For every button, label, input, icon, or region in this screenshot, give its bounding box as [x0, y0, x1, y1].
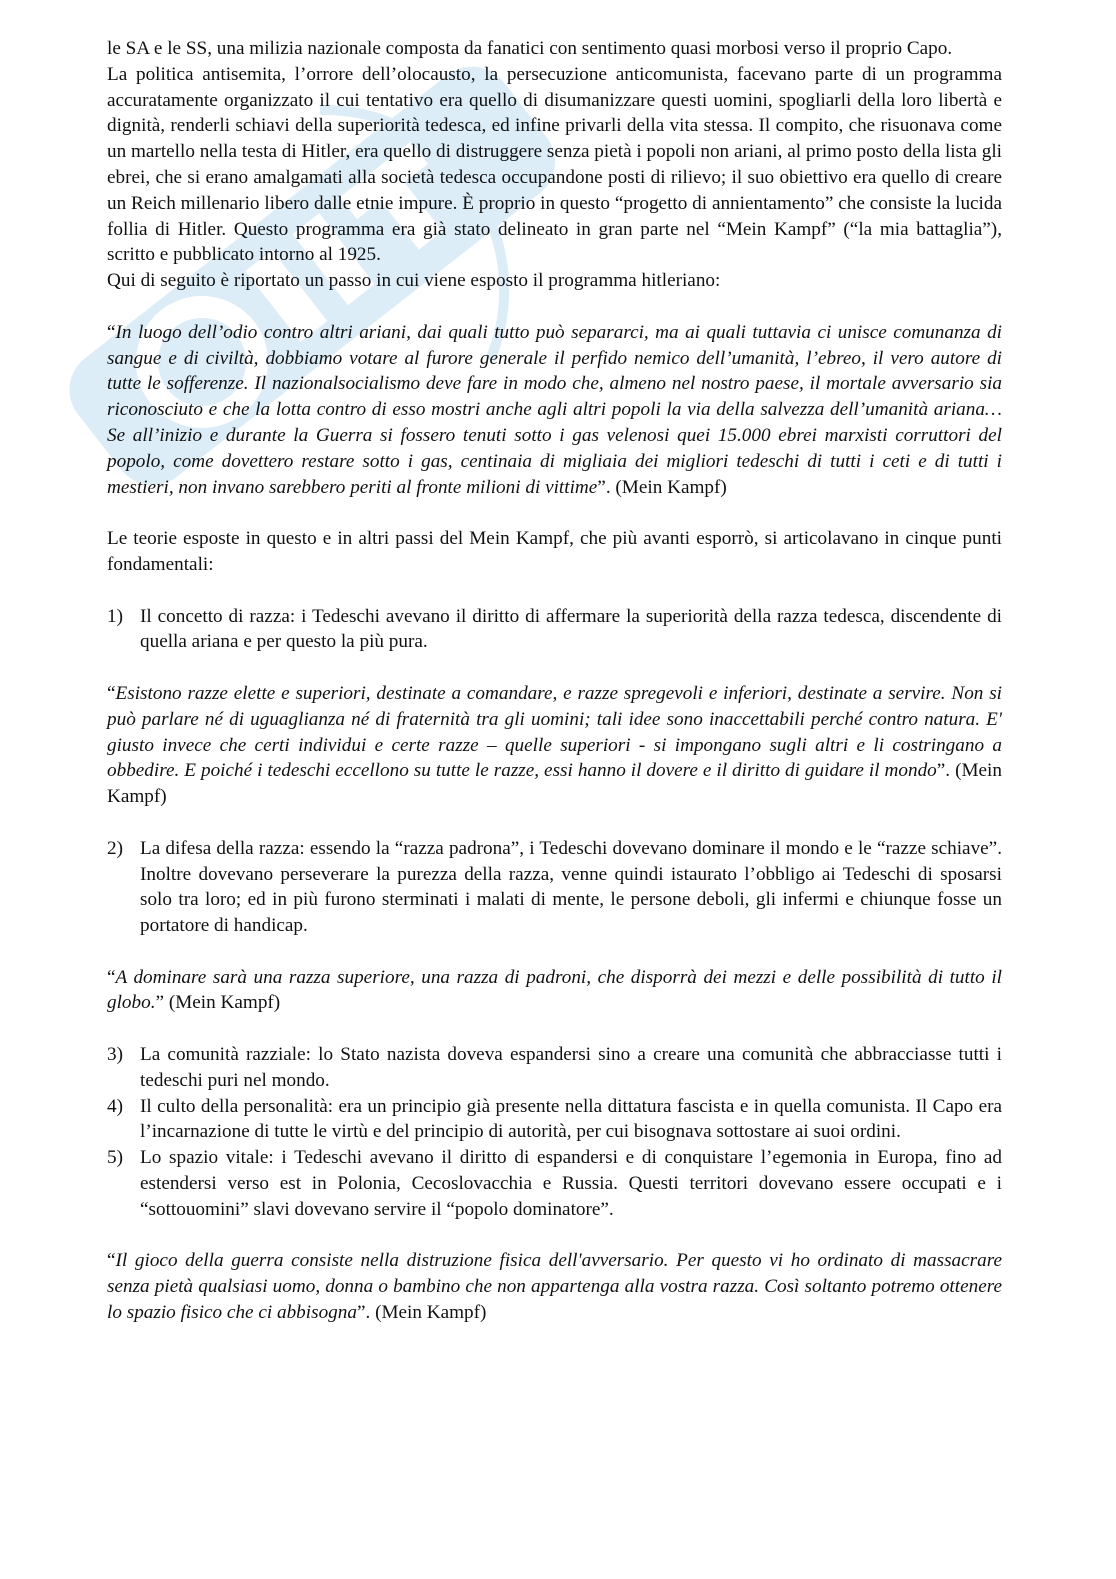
quote-open: “ — [107, 1250, 116, 1272]
quote-text: Il gioco della guerra consiste nella distruzione fisica dell'avversario. Per questo vi ho ordinato di massacrare senza pietà qualsiasi uomo, donna o bambino che non appartenga alla vostra razza. Così soltanto potremo ottenere lo spazio fisico che ci abbisogna — [107, 1250, 1002, 1324]
list-number: 5) — [107, 1147, 123, 1169]
list-number: 4) — [107, 1095, 123, 1117]
quote-text: In luogo dell’odio contro altri ariani, dai quali tutto può separarci, ma ai quali tuttavia ci unisce comunanza di sangue e di civiltà, dobbiamo votare al furore generale il perfido nemico dell’umanità, l’ebreo, il vero autore di tutte le sofferenze. Il nazionalsocialismo deve fare in modo che, almeno nel nostro paese, il mortale avversario sia riconosciuto e che la lotta contro di esso mostri anche agli altri popoli la via della salvezza dell’umanità ariana… Se all’inizio e durante la Guerra si fossero tenuti sotto i gas velenosi quei 15.000 ebrei marxisti corruttori del popolo, come dovettero restare sotto i gas, centinaia di migliaia dei migliori tedeschi di tutti i ceti e di tutti i mestieri, non invano sarebbero periti al fronte milioni di vittime — [107, 321, 1002, 498]
quote-block — [107, 965, 1002, 1017]
list-item-text: Il culto della personalità: era un principio già presente nella dittatura fascista e in quella comunista. Il Capo era l’incarnazione di tutte le virtù e del principio di autorità, per cui bisognava sottostare ai suoi ordini. — [140, 1095, 1002, 1143]
quote-citation: ”. (Mein Kampf) — [107, 760, 1002, 808]
list-item-text: La difesa della razza: essendo la “razza padrona”, i Tedeschi dovevano dominare il mondo e le “razze schiave”. Inoltre dovevano perseverare la purezza della razza, venne quindi istaurato l’obbligo ai Tedeschi di sposarsi solo tra loro; ed in più furono sterminati i malati di mente, le persone deboli, gli infermi e chiunque fosse un portatore di handicap. — [140, 837, 1002, 937]
body-paragraph: Le teorie esposte in questo e in altri passi del Mein Kampf, che più avanti esporrò, si articolavano in cinque punti fondamentali: — [107, 528, 1002, 575]
list-item — [107, 836, 1002, 939]
quote-citation: ” (Mein Kampf) — [155, 992, 281, 1014]
spacer — [107, 500, 1002, 526]
spacer — [107, 1223, 1002, 1249]
quote-open: “ — [107, 321, 116, 343]
list-item — [107, 1042, 1002, 1094]
list-number: 3) — [107, 1044, 123, 1066]
spacer — [107, 655, 1002, 681]
document-page — [107, 36, 1002, 1326]
spacer — [107, 1016, 1002, 1042]
quote-block — [107, 681, 1002, 810]
list-item-text: Lo spazio vitale: i Tedeschi avevano il diritto di espandersi e di conquistare l’egemonia in Europa, fino ad estendersi verso est in Polonia, Cecoslovacchia e Russia. Questi territori dovevano essere occupati e i “sottouomini” slavi dovevano servire il “popolo dominatore”. — [140, 1147, 1002, 1220]
numbered-list — [107, 1042, 1002, 1223]
body-paragraph: La politica antisemita, l’orrore dell’olocausto, la persecuzione anticomunista, facevano parte di un programma accuratamente organizzato il cui tentativo era quello di disumanizzare questi uomini, spogliarli della loro libertà e dignità, renderli schiavi della superiorità tedesca, ed infine privarli della vita stessa. Il compito, che risuonava come un martello nella testa di Hitler, era quello di distruggere senza pietà i popoli non ariani, al primo posto della lista gli ebrei, che si erano amalgamati alla società tedesca occupandone posti di rilievo; il suo obiettivo era quello di creare un Reich millenario libero dalle etnie impure. È proprio in questo “progetto di annientamento” che consiste la lucida follia di Hitler. Questo programma era già stato delineato in gran parte nel “Mein Kampf” (“la mia battaglia”), scritto e pubblicato intorno al 1925. — [107, 63, 1002, 266]
numbered-list — [107, 604, 1002, 656]
list-number: 2) — [107, 837, 123, 859]
list-item-text: Il concetto di razza: i Tedeschi avevano il diritto di affermare la superiorità della razza tedesca, discendente di quella ariana e per questo la più pura. — [140, 605, 1002, 653]
spacer — [107, 810, 1002, 836]
spacer — [107, 578, 1002, 604]
quote-citation: ”. (Mein Kampf) — [597, 476, 727, 498]
quote-block — [107, 320, 1002, 501]
list-number: 1) — [107, 605, 123, 627]
list-item — [107, 1145, 1002, 1222]
spacer — [107, 294, 1002, 320]
body-paragraph: Qui di seguito è riportato un passo in cui viene esposto il programma hitleriano: — [107, 270, 721, 292]
quote-open: “ — [107, 966, 116, 988]
quote-block — [107, 1248, 1002, 1325]
quote-text: Esistono razze elette e superiori, destinate a comandare, e razze spregevoli e inferiori, destinate a servire. Non si può parlare né di uguaglianza né di fraternità tra gli uomini; tali idee sono inaccettabili perché contro natura. E' giusto invece che certi individui e certe razze – quelle superiori - si impongano sugli altri e li costringano a obbedire. E poiché i tedeschi eccellono su tutte le razze, essi hanno il dovere e il diritto di guidare il mondo — [107, 682, 1002, 782]
quote-text: A dominare sarà una razza superiore, una razza di padroni, che disporrà dei mezzi e delle possibilità di tutto il globo. — [107, 966, 1002, 1014]
numbered-list — [107, 836, 1002, 939]
list-item-text: La comunità razziale: lo Stato nazista doveva espandersi sino a creare una comunità che abbracciasse tutti i tedeschi puri nel mondo. — [140, 1044, 1002, 1091]
quote-citation: ”. (Mein Kampf) — [356, 1302, 487, 1324]
list-item — [107, 1094, 1002, 1146]
quote-open: “ — [107, 682, 116, 704]
spacer — [107, 939, 1002, 965]
body-paragraph: le SA e le SS, una milizia nazionale composta da fanatici con sentimento quasi morbosi verso il proprio Capo. — [107, 38, 953, 59]
list-item — [107, 604, 1002, 656]
